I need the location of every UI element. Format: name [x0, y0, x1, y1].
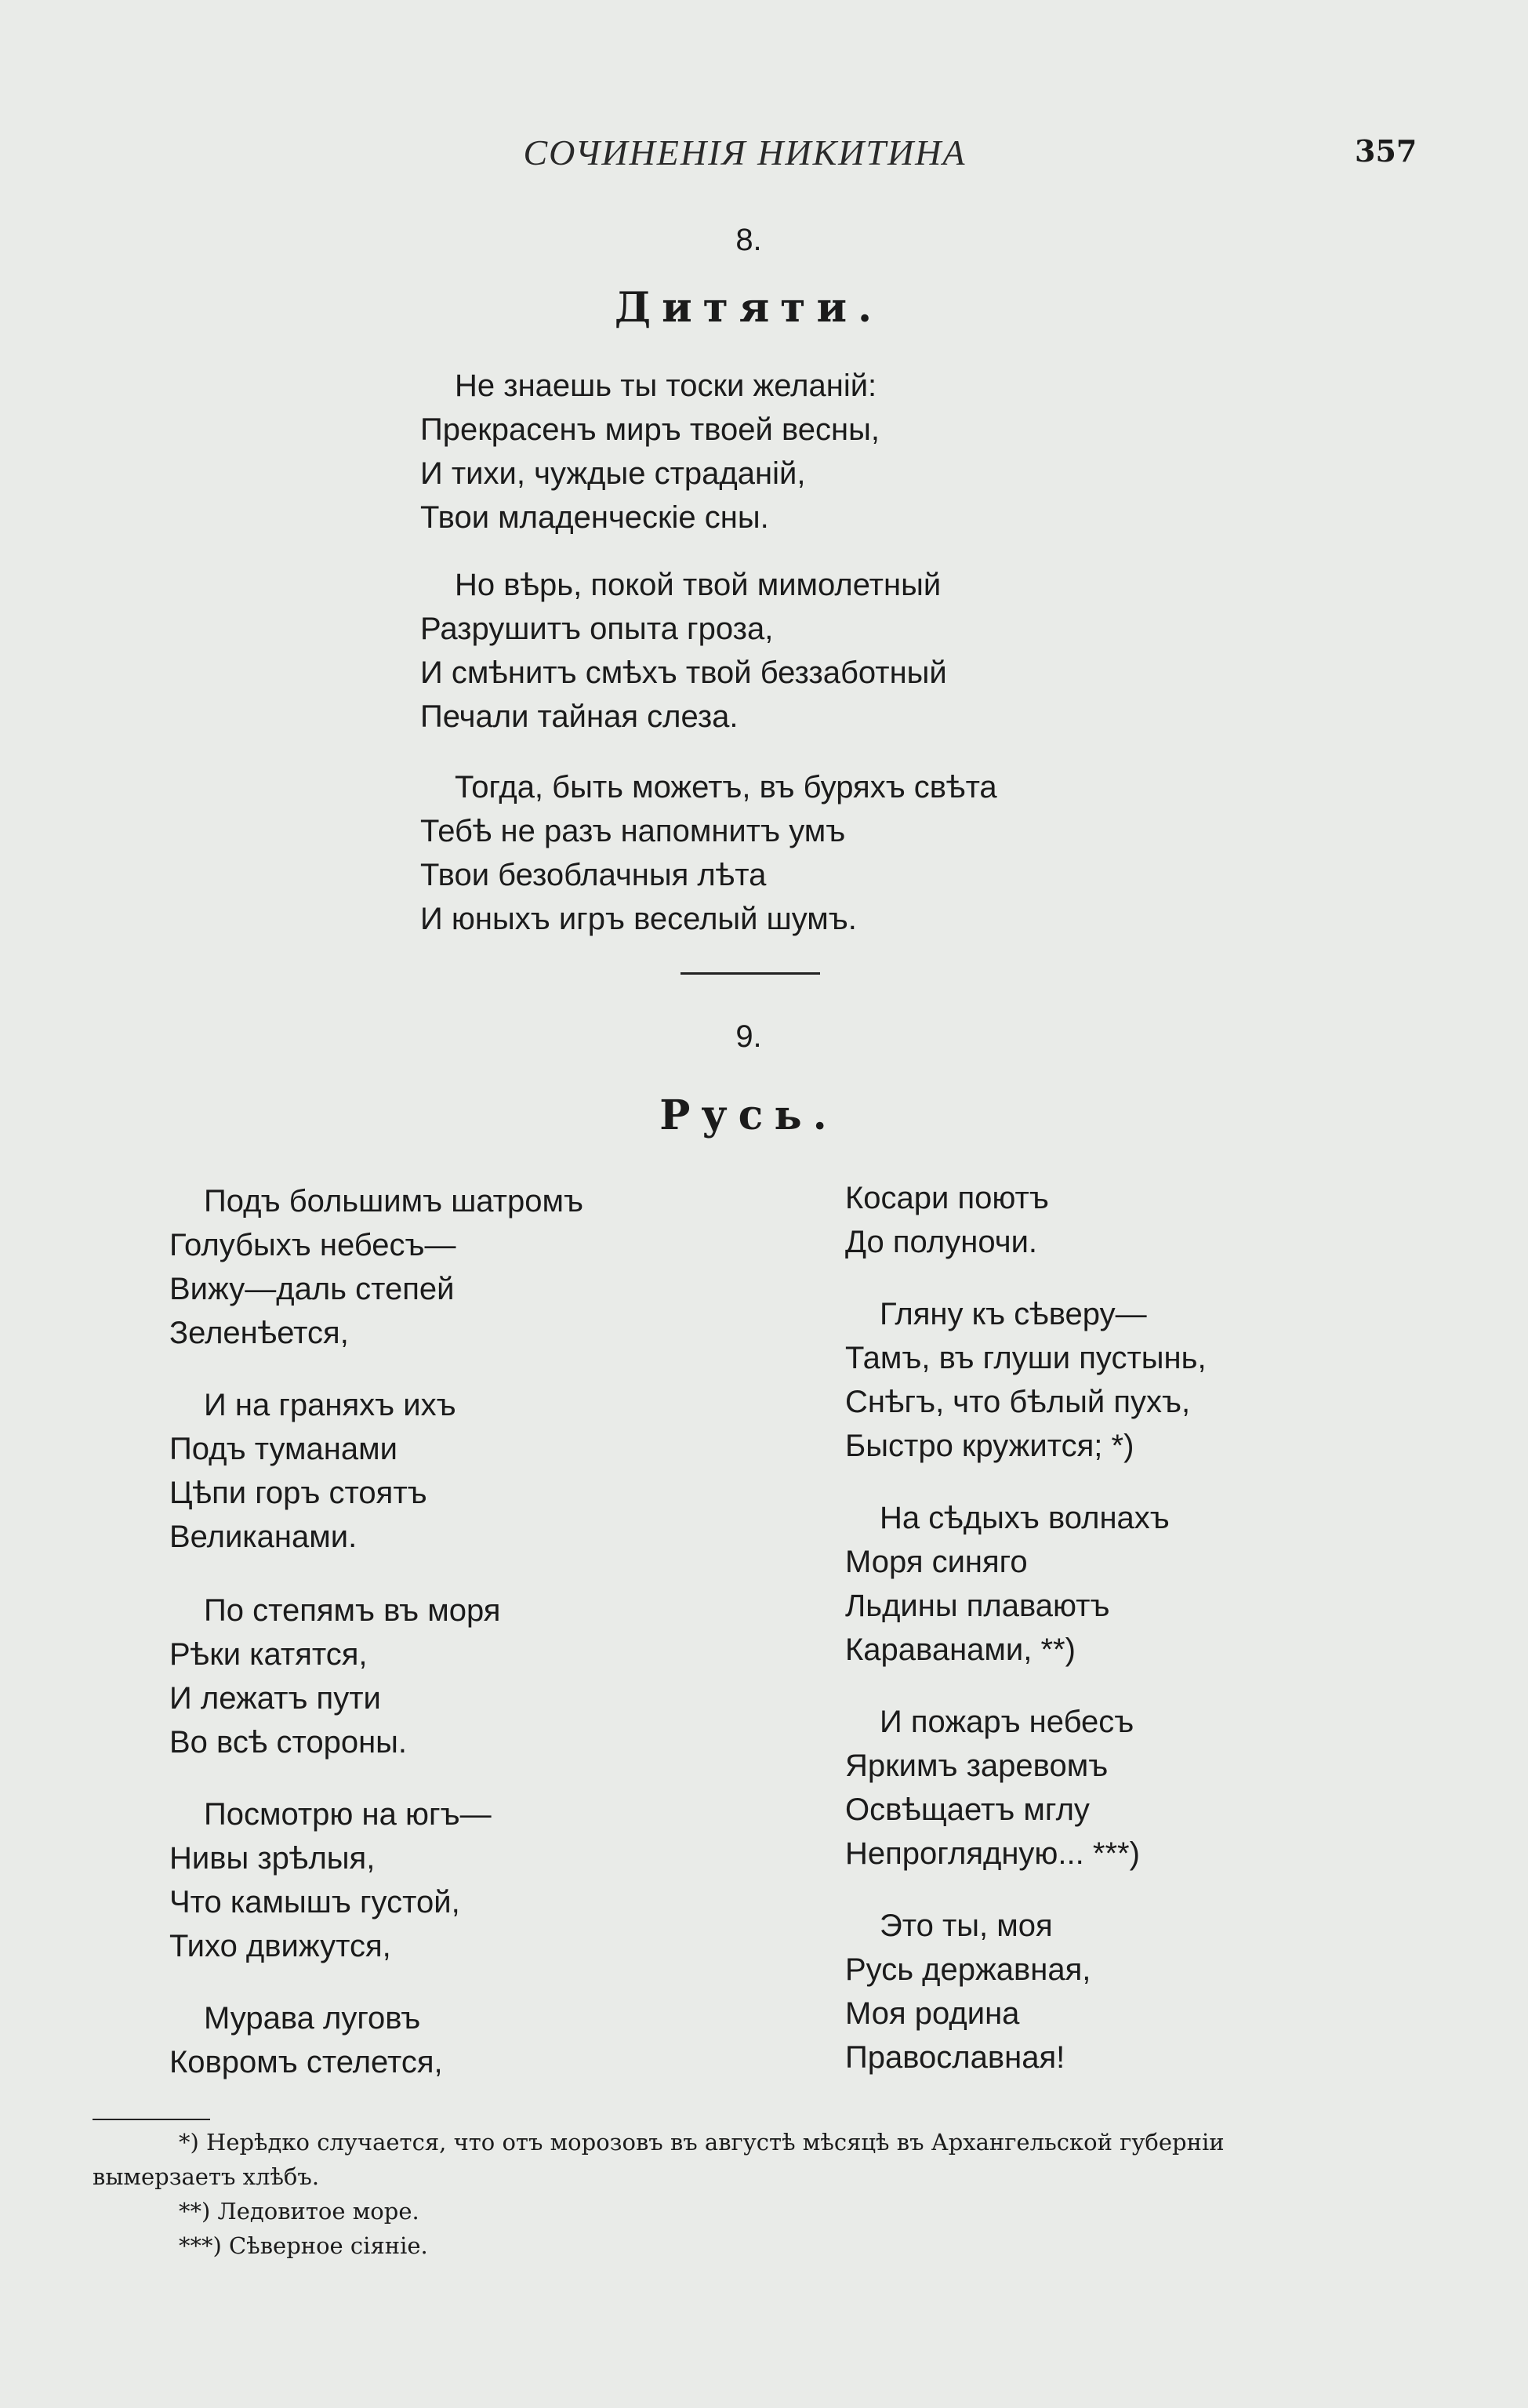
poem-9-number: 9. — [735, 1019, 762, 1054]
poem-9-right-stanza-4 — [845, 1700, 1140, 1876]
footnote-divider — [93, 2119, 210, 2120]
verse-line: И юныхъ игръ веселый шумъ. — [420, 902, 857, 936]
verse-line: По степямъ въ моря — [204, 1593, 501, 1628]
poem-9-left-stanza-5 — [169, 1996, 443, 2084]
verse-line: И лежатъ пути — [169, 1681, 381, 1716]
verse-line: Быстро кружится; *) — [845, 1429, 1134, 1463]
verse-line: Твои младенческіе сны. — [420, 500, 769, 535]
verse-line: Посмотрю на югъ— — [204, 1797, 492, 1832]
verse-line: Снѣгъ, что бѣлый пухъ, — [845, 1385, 1191, 1419]
verse-line: Караванами, **) — [845, 1633, 1076, 1667]
footnotes — [93, 2125, 1410, 2263]
verse-line: Тебѣ не разъ напомнитъ умъ — [420, 814, 846, 848]
verse-line: Великанами. — [169, 1520, 358, 1554]
footnote-1: *) Нерѣдко случается, что отъ морозовъ въ августѣ мѣсяцѣ въ Архангельской губерніи — [179, 2129, 1225, 2156]
poem-9-right-stanza-5 — [845, 1904, 1091, 2079]
verse-line: До полуночи. — [845, 1225, 1038, 1259]
verse-line: Рѣки катятся, — [169, 1637, 368, 1672]
poem-9-left-stanza-1 — [169, 1179, 583, 1355]
verse-line: Ковромъ стелется, — [169, 2045, 443, 2079]
verse-line: Гляну къ сѣверу— — [880, 1297, 1147, 1331]
verse-line: Косари поютъ — [845, 1181, 1049, 1215]
verse-line: И тихи, чуждые страданій, — [420, 456, 806, 491]
verse-line: Не знаешь ты тоски желаній: — [455, 369, 877, 403]
poem-8-stanza-1 — [420, 364, 880, 539]
verse-line: Православная! — [845, 2040, 1065, 2075]
poem-8-number: 8. — [735, 223, 762, 257]
verse-line: Яркимъ заревомъ — [845, 1749, 1109, 1783]
poem-8-stanza-2 — [420, 563, 947, 739]
poem-8-stanza-3 — [420, 765, 997, 941]
verse-line: Моря синяго — [845, 1545, 1028, 1579]
verse-line: Разрушитъ опыта гроза, — [420, 612, 774, 646]
footnote-3: ***) Сѣверное сіяніе. — [179, 2232, 428, 2259]
poem-9-right-stanza-2 — [845, 1292, 1207, 1468]
verse-line: И пожаръ небесъ — [880, 1705, 1134, 1739]
verse-line: Твои безоблачныя лѣта — [420, 858, 767, 892]
verse-line: Русь державная, — [845, 1952, 1091, 1987]
running-title: СОЧИНЕНІЯ НИКИТИНА — [523, 133, 967, 173]
verse-line: Нивы зрѣлыя, — [169, 1841, 376, 1876]
verse-line: Освѣщаетъ мглу — [845, 1792, 1090, 1827]
poem-9-right-stanza-1 — [845, 1176, 1049, 1264]
verse-line: Во всѣ стороны. — [169, 1725, 408, 1760]
verse-line: Что камышъ густой, — [169, 1885, 460, 1919]
verse-line: Зеленѣется, — [169, 1316, 349, 1350]
page-number: 357 — [1355, 133, 1417, 169]
footnote-1-continued: вымерзаетъ хлѣбъ. — [93, 2163, 320, 2190]
poem-9-left-stanza-2 — [169, 1383, 456, 1559]
section-divider — [681, 972, 820, 975]
verse-line: Моя родина — [845, 1996, 1020, 2031]
verse-line: И на граняхъ ихъ — [204, 1388, 456, 1422]
verse-line: Непроглядную... ***) — [845, 1836, 1140, 1871]
footnote-2: **) Ледовитое море. — [179, 2198, 419, 2225]
verse-line: На сѣдыхъ волнахъ — [880, 1501, 1170, 1535]
verse-line: Голубыхъ небесъ— — [169, 1228, 456, 1262]
verse-line: Тамъ, въ глуши пустынь, — [845, 1341, 1207, 1375]
poem-9-left-stanza-3 — [169, 1589, 500, 1764]
verse-line: Мурава луговъ — [204, 2001, 421, 2036]
verse-line: Льдины плаваютъ — [845, 1589, 1110, 1623]
poem-9-title: Русь. — [659, 1091, 838, 1139]
poem-9-left-stanza-4 — [169, 1792, 492, 1968]
verse-line: Тихо движутся, — [169, 1929, 391, 1963]
verse-line: Но вѣрь, покой твой мимолетный — [455, 568, 942, 602]
verse-line: Подъ большимъ шатромъ — [204, 1184, 583, 1219]
verse-line: Подъ туманами — [169, 1432, 397, 1466]
verse-line: Тогда, быть можетъ, въ буряхъ свѣта — [455, 770, 997, 804]
verse-line: Вижу—даль степей — [169, 1272, 455, 1306]
verse-line: Печали тайная слеза. — [420, 699, 739, 734]
poem-8-title: Дитяти. — [614, 284, 884, 332]
verse-line: Прекрасенъ миръ твоей весны, — [420, 412, 880, 447]
verse-line: И смѣнитъ смѣхъ твой беззаботный — [420, 656, 947, 690]
verse-line: Цѣпи горъ стоятъ — [169, 1476, 427, 1510]
verse-line: Это ты, моя — [880, 1909, 1053, 1943]
poem-9-right-stanza-3 — [845, 1496, 1170, 1672]
